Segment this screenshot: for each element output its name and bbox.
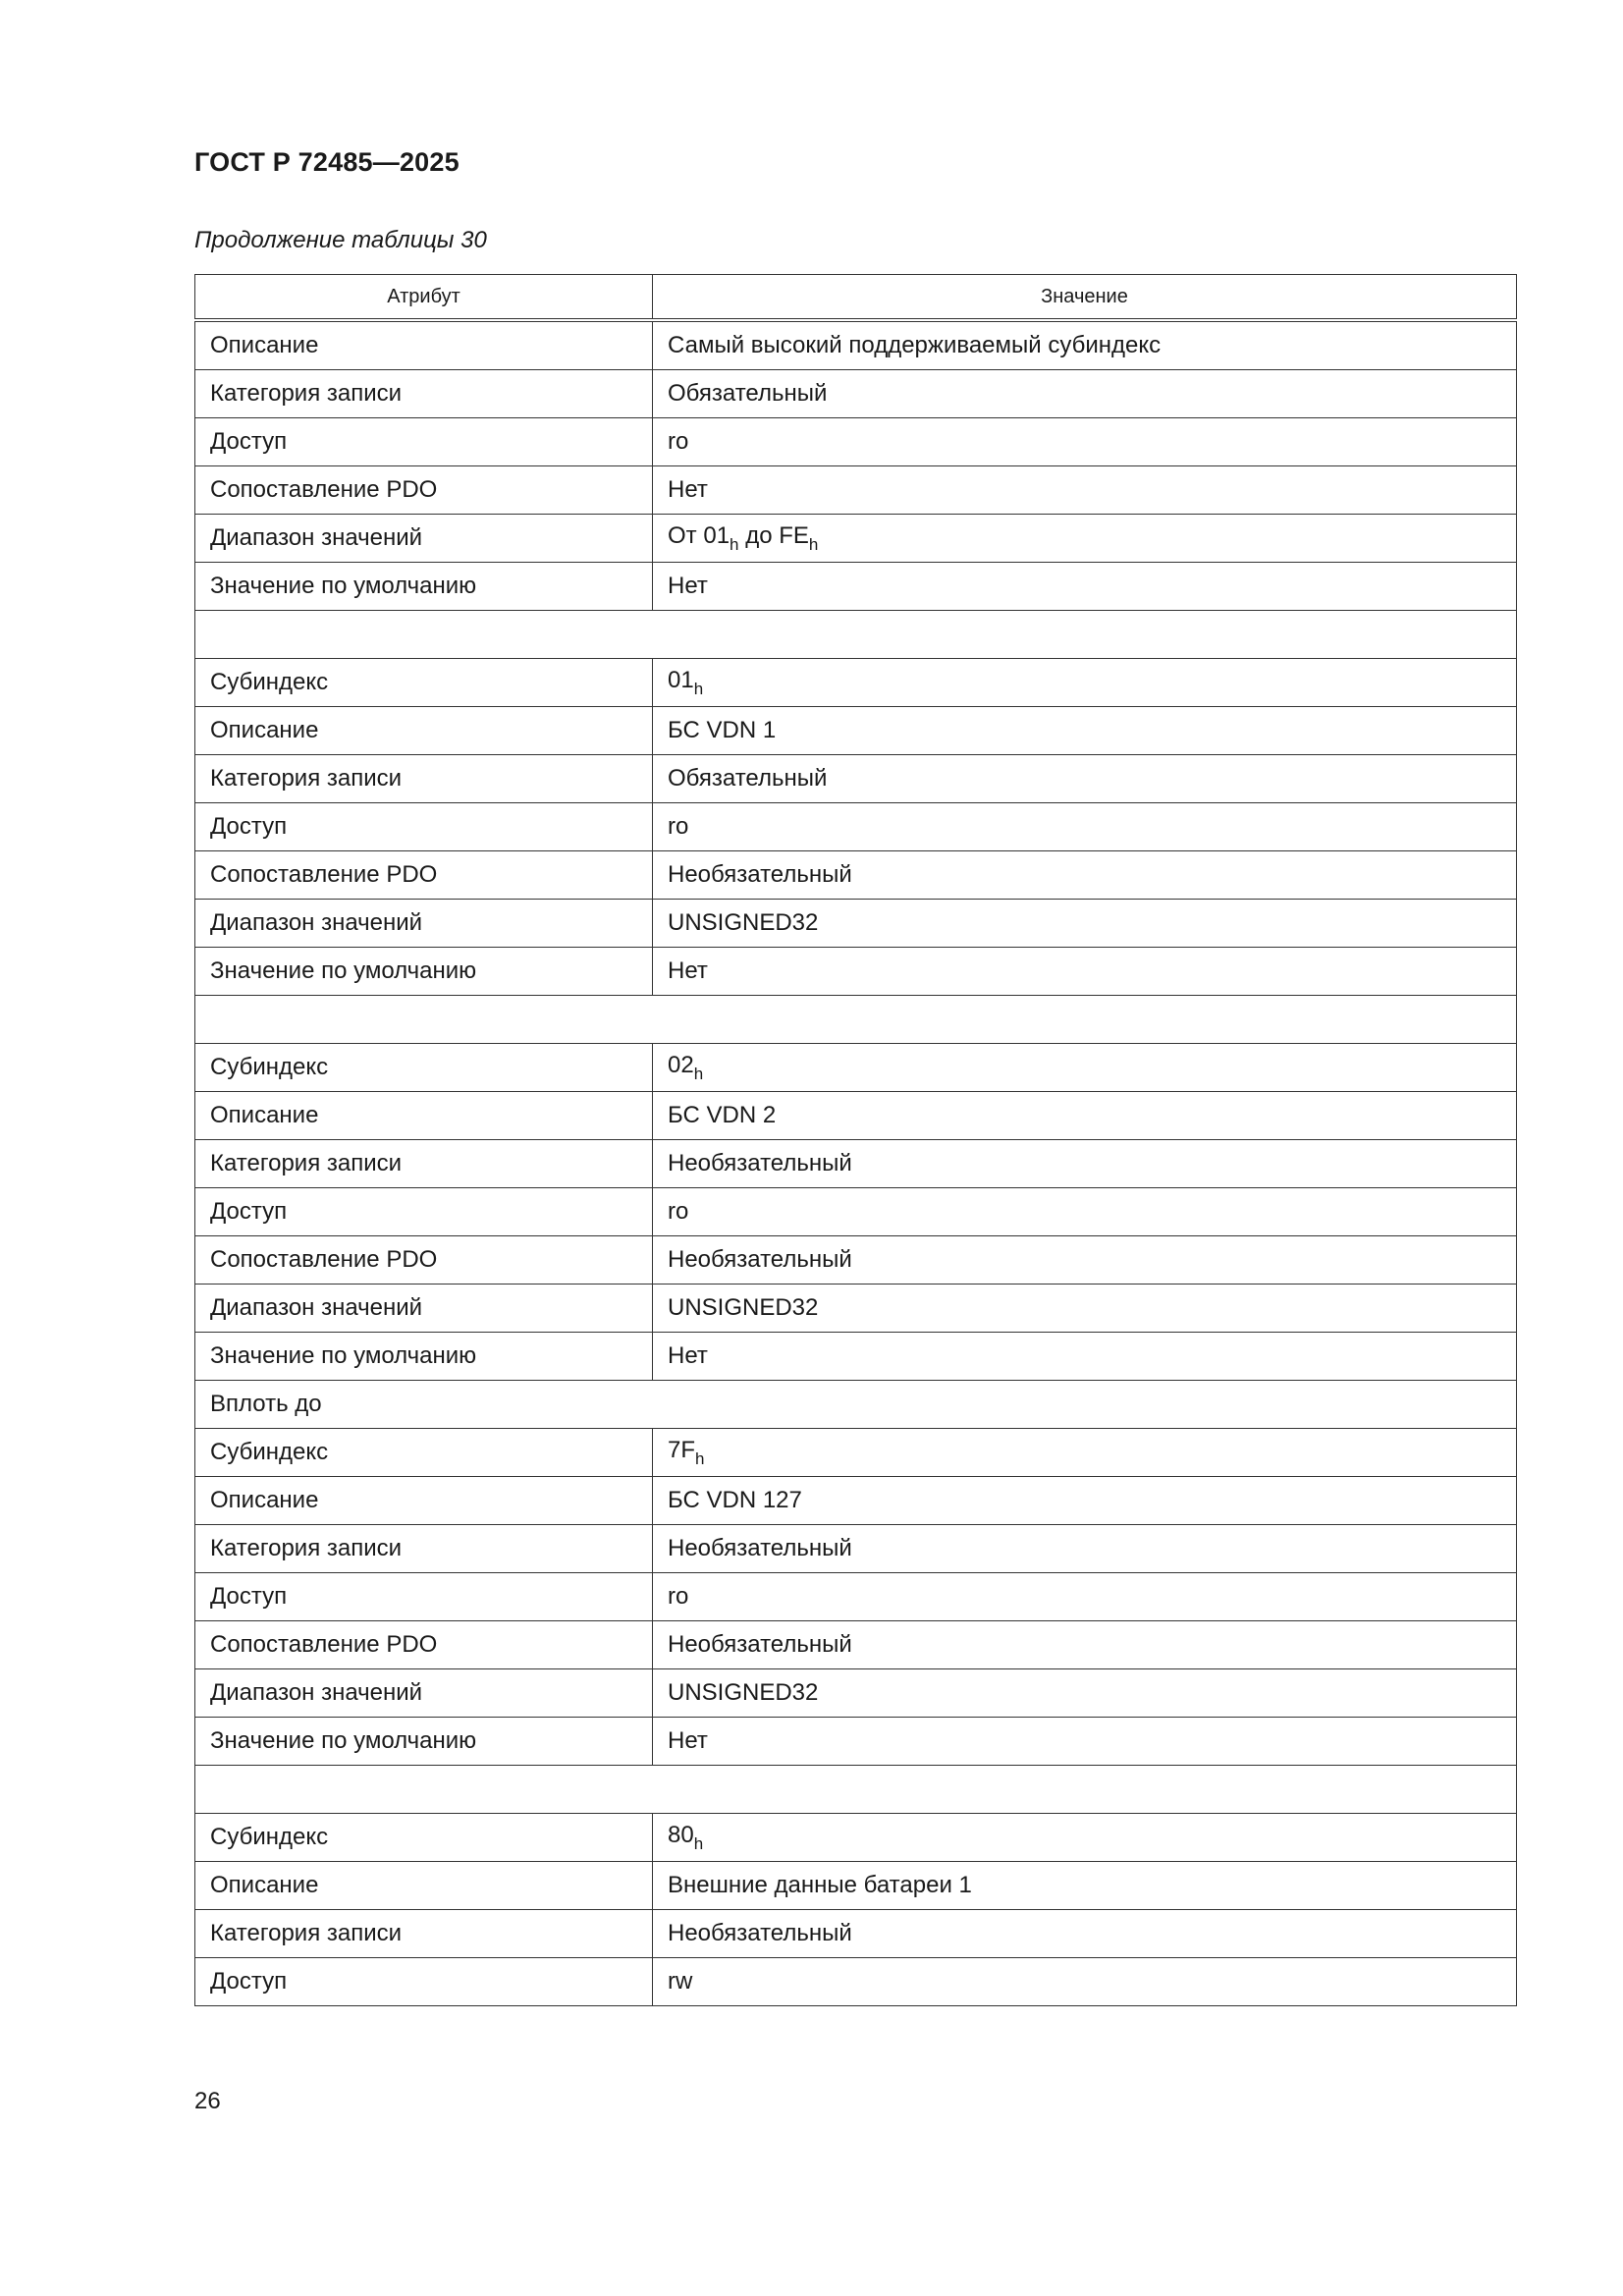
value-cell: Необязательный [653, 851, 1517, 900]
attribute-cell: Значение по умолчанию [195, 563, 653, 611]
separator-cell [195, 1766, 1517, 1814]
table-row [195, 515, 1517, 563]
value-cell: Необязательный [653, 1525, 1517, 1573]
table-row [195, 1814, 1517, 1862]
attribute-cell: Категория записи [195, 755, 653, 803]
attribute-cell: Доступ [195, 418, 653, 466]
value-cell: ro [653, 1573, 1517, 1621]
value-cell [653, 1429, 1517, 1477]
hex-value: 02 [668, 1051, 694, 1078]
table-row-separator [195, 1381, 1517, 1429]
attribute-cell: Категория записи [195, 1525, 653, 1573]
attribute-cell: Субиндекс [195, 1429, 653, 1477]
column-header-value: Значение [653, 275, 1517, 321]
table-row [195, 900, 1517, 948]
table-row-separator [195, 611, 1517, 659]
hex-value: 7F [668, 1436, 696, 1463]
hex-value: 80 [668, 1821, 694, 1848]
value-cell: ro [653, 418, 1517, 466]
value-cell: Необязательный [653, 1140, 1517, 1188]
value-cell: UNSIGNED32 [653, 900, 1517, 948]
value-cell: Нет [653, 1333, 1517, 1381]
table-row-separator [195, 996, 1517, 1044]
attribute-cell: Субиндекс [195, 659, 653, 707]
value-cell: Нет [653, 948, 1517, 996]
table-row [195, 659, 1517, 707]
attribute-cell: Диапазон значений [195, 515, 653, 563]
table-row [195, 1862, 1517, 1910]
value-cell: rw [653, 1958, 1517, 2006]
attribute-cell: Субиндекс [195, 1044, 653, 1092]
table-row [195, 803, 1517, 851]
value-cell: Нет [653, 466, 1517, 515]
table-row [195, 1718, 1517, 1766]
table-row [195, 1092, 1517, 1140]
table-row [195, 707, 1517, 755]
attribute-cell: Доступ [195, 1188, 653, 1236]
table-row [195, 466, 1517, 515]
value-cell: Нет [653, 1718, 1517, 1766]
table-row [195, 563, 1517, 611]
attribute-cell: Доступ [195, 1958, 653, 2006]
attribute-cell: Категория записи [195, 370, 653, 418]
table-row [195, 1525, 1517, 1573]
attribute-cell: Описание [195, 320, 653, 370]
attribute-cell: Сопоставление PDO [195, 1621, 653, 1669]
table-row [195, 1573, 1517, 1621]
attribute-cell: Описание [195, 1477, 653, 1525]
value-cell: Самый высокий поддерживаемый субиндекс [653, 320, 1517, 370]
value-cell: БС VDN 2 [653, 1092, 1517, 1140]
table-row [195, 1958, 1517, 2006]
table-row [195, 1188, 1517, 1236]
attribute-cell: Категория записи [195, 1140, 653, 1188]
attribute-cell: Значение по умолчанию [195, 1718, 653, 1766]
value-cell: БС VDN 127 [653, 1477, 1517, 1525]
attribute-cell: Значение по умолчанию [195, 948, 653, 996]
range-from: 01 [703, 521, 730, 549]
hex-subscript: h [693, 679, 704, 698]
value-cell: Нет [653, 563, 1517, 611]
separator-cell: Вплоть до [195, 1381, 1517, 1429]
table-row [195, 1477, 1517, 1525]
attribute-cell: Диапазон значений [195, 1669, 653, 1718]
attribute-cell: Доступ [195, 1573, 653, 1621]
hex-subscript: h [693, 1064, 704, 1083]
value-cell: ro [653, 803, 1517, 851]
table-row [195, 320, 1517, 370]
value-cell [653, 1814, 1517, 1862]
table-row [195, 755, 1517, 803]
value-cell: БС VDN 1 [653, 707, 1517, 755]
column-header-attribute: Атрибут [195, 275, 653, 321]
attribute-cell: Сопоставление PDO [195, 1236, 653, 1285]
value-cell: Обязательный [653, 755, 1517, 803]
table-row [195, 1910, 1517, 1958]
attribute-cell: Категория записи [195, 1910, 653, 1958]
document-code: ГОСТ Р 72485—2025 [194, 147, 460, 177]
value-cell: Обязательный [653, 370, 1517, 418]
attribute-table [194, 274, 1517, 2006]
table-row [195, 370, 1517, 418]
attribute-cell: Субиндекс [195, 1814, 653, 1862]
page-number: 26 [194, 2088, 221, 2114]
value-cell: ro [653, 1188, 1517, 1236]
table-row [195, 1669, 1517, 1718]
range-mid: до [745, 521, 773, 549]
attribute-cell: Диапазон значений [195, 1285, 653, 1333]
range-from-subscript: h [730, 534, 739, 554]
range-to-subscript: h [808, 534, 819, 554]
attribute-cell: Значение по умолчанию [195, 1333, 653, 1381]
value-cell [653, 659, 1517, 707]
value-cell: UNSIGNED32 [653, 1285, 1517, 1333]
table-row [195, 1621, 1517, 1669]
range-prefix: От [668, 521, 697, 549]
attribute-cell: Описание [195, 707, 653, 755]
separator-cell [195, 996, 1517, 1044]
value-cell [653, 1044, 1517, 1092]
attribute-cell: Сопоставление PDO [195, 466, 653, 515]
attribute-cell: Описание [195, 1862, 653, 1910]
value-cell: Необязательный [653, 1910, 1517, 1958]
value-cell: Необязательный [653, 1236, 1517, 1285]
attribute-cell: Описание [195, 1092, 653, 1140]
value-cell: Необязательный [653, 1621, 1517, 1669]
table-row [195, 948, 1517, 996]
table-header-row [195, 275, 1517, 321]
table-row [195, 851, 1517, 900]
table-row [195, 1285, 1517, 1333]
table-row-separator [195, 1766, 1517, 1814]
hex-subscript: h [695, 1449, 705, 1468]
value-cell: UNSIGNED32 [653, 1669, 1517, 1718]
table-row [195, 1236, 1517, 1285]
table-row [195, 1044, 1517, 1092]
attribute-cell: Сопоставление PDO [195, 851, 653, 900]
hex-subscript: h [693, 1833, 704, 1853]
attribute-cell: Диапазон значений [195, 900, 653, 948]
table-caption: Продолжение таблицы 30 [194, 227, 487, 253]
table-body [195, 320, 1517, 2006]
value-cell [653, 515, 1517, 563]
value-cell: Внешние данные батареи 1 [653, 1862, 1517, 1910]
separator-cell [195, 611, 1517, 659]
range-to: FE [779, 521, 809, 549]
table-row [195, 1333, 1517, 1381]
table-row [195, 1429, 1517, 1477]
table-row [195, 418, 1517, 466]
attribute-cell: Доступ [195, 803, 653, 851]
table-row [195, 1140, 1517, 1188]
hex-value: 01 [668, 666, 694, 693]
